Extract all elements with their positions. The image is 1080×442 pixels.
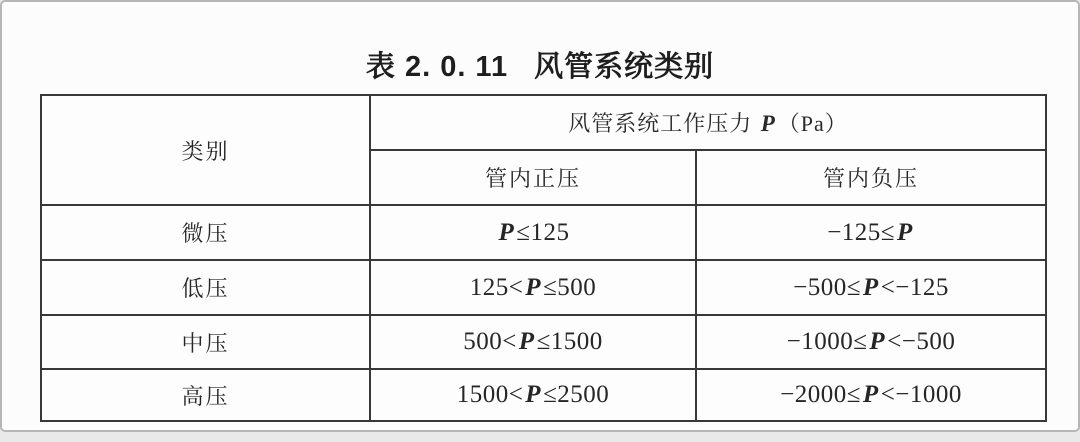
- formula-post: <−1000: [880, 381, 962, 408]
- formula-var: P: [862, 381, 879, 408]
- formula-post: ≤2500: [543, 381, 610, 408]
- table-row: [41, 205, 1046, 260]
- pressure-unit: （Pa）: [777, 111, 848, 136]
- formula-var: P: [525, 381, 542, 408]
- formula-post: ≤1500: [536, 328, 603, 355]
- pressure-label-pre: 风管系统工作压力: [568, 111, 759, 136]
- positive-pressure-value: [370, 315, 696, 369]
- formula-pre: 125<: [469, 273, 524, 301]
- formula-post: <−125: [880, 273, 949, 301]
- negative-pressure-value: [696, 260, 1046, 315]
- duct-system-category-table: [40, 94, 1047, 422]
- table-title-text: 风管系统类别: [534, 51, 715, 83]
- header-positive-pressure: 管内正压: [370, 150, 696, 205]
- formula-pre: −125≤: [827, 218, 896, 246]
- formula-var: P: [897, 218, 913, 246]
- formula-pre: 500<: [463, 328, 517, 355]
- formula-var: P: [862, 273, 879, 301]
- formula-var: P: [518, 328, 535, 355]
- formula-post: ≤500: [543, 273, 597, 301]
- formula-pre: −1000≤: [786, 328, 868, 355]
- formula-pre: 1500<: [456, 381, 524, 408]
- table-number: 表 2. 0. 11: [365, 51, 509, 83]
- category-cell: 中压: [41, 315, 370, 369]
- table-title: [2, 44, 1078, 85]
- formula-var: P: [525, 273, 542, 301]
- formula-var: P: [869, 328, 886, 355]
- formula-pre: −500≤: [793, 273, 861, 301]
- formula-post: ≤125: [516, 218, 570, 246]
- category-cell: 高压: [41, 369, 370, 421]
- category-cell: 微压: [41, 205, 370, 260]
- header-negative-pressure: 管内负压: [696, 150, 1046, 205]
- pressure-symbol: P: [760, 111, 776, 136]
- negative-pressure-value: [696, 369, 1046, 421]
- table-row: [41, 369, 1046, 421]
- formula-post: <−500: [887, 328, 956, 355]
- positive-pressure-value: [370, 260, 696, 315]
- negative-pressure-value: [696, 205, 1046, 260]
- positive-pressure-value: [370, 205, 696, 260]
- header-working-pressure: [370, 95, 1046, 150]
- positive-pressure-value: [370, 369, 696, 421]
- header-category: 类别: [41, 95, 370, 205]
- header-working-pressure-text: [568, 111, 848, 136]
- table-row: [41, 315, 1046, 369]
- table-row: [41, 260, 1046, 315]
- formula-pre: −2000≤: [780, 381, 861, 408]
- category-cell: 低压: [41, 260, 370, 315]
- negative-pressure-value: [696, 315, 1046, 369]
- formula-var: P: [498, 218, 515, 246]
